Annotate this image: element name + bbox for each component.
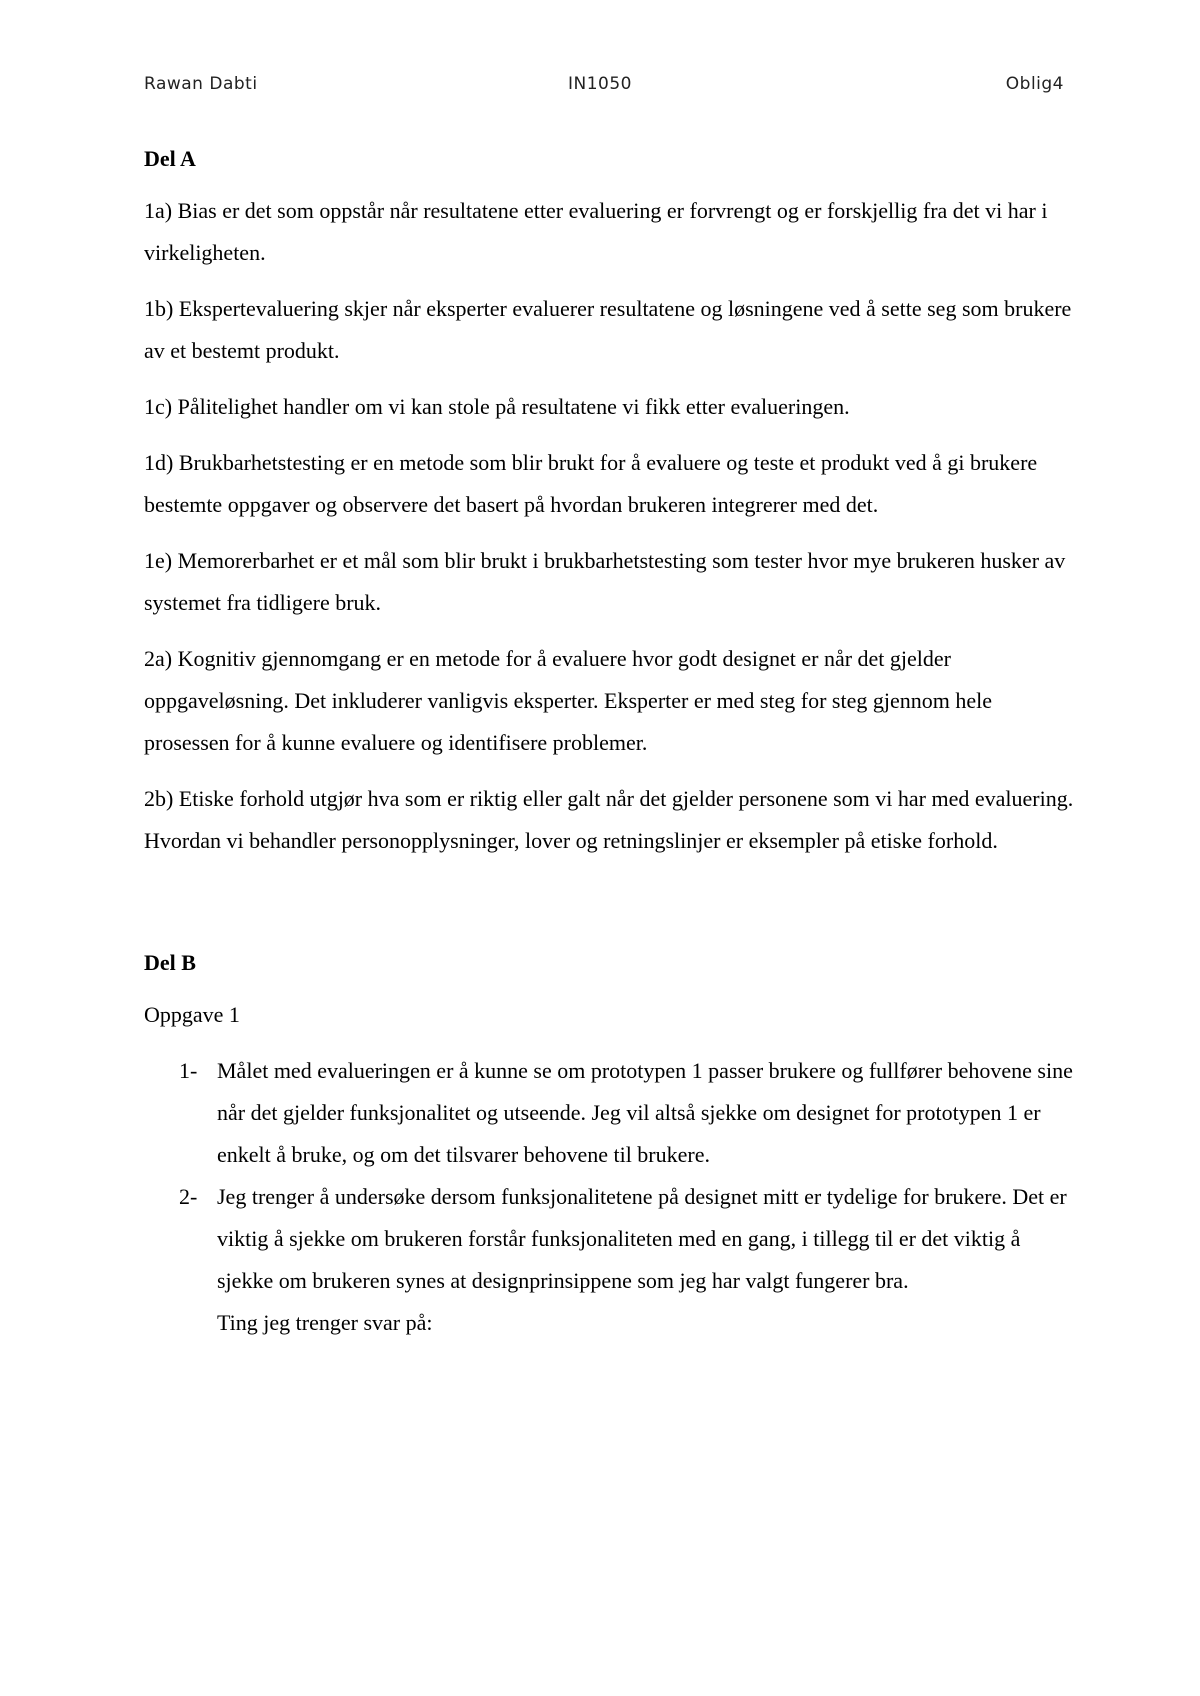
header-author: Rawan Dabti [144, 74, 258, 94]
document-body [144, 142, 1079, 1344]
paragraph-2a: 2a) Kognitiv gjennomgang er en metode for å evaluere hvor godt designet er når det gjelder oppgaveløsning. Det inkluderer vanligvis eksperter. Eksperter er med steg for steg gjennom hele prosessen for å kunne evaluere og identifisere problemer. [144, 646, 992, 755]
paragraph-1c: 1c) Pålitelighet handler om vi kan stole på resultatene vi fikk etter evalueringen. [144, 394, 850, 419]
list-item-extra: Ting jeg trenger svar på: [217, 1310, 433, 1335]
part-a-title: Del A [144, 146, 196, 171]
paragraph-1d: 1d) Brukbarhetstesting er en metode som blir brukt for å evaluere og teste et produkt ved å gi brukere bestemte oppgaver og observere det basert på hvordan brukeren integrerer med det. [144, 450, 1038, 517]
list-item-text: Målet med evalueringen er å kunne se om prototypen 1 passer brukere og fullfører behovene sine når det gjelder funksjonalitet og utseende. Jeg vil altså sjekke om designet for prototypen 1 er enkelt å bruke, og om det tilsvarer behovene til brukere. [217, 1058, 1073, 1167]
part-b-subtitle: Oppgave 1 [144, 1002, 240, 1027]
paragraph-1b: 1b) Ekspertevaluering skjer når eksperter evaluerer resultatene og løsningene ved å sette seg som brukere av et bestemt produkt. [144, 296, 1072, 363]
list-item-number: 1- [179, 1058, 198, 1083]
list-item [144, 1176, 1079, 1344]
header-course: IN1050 [568, 74, 632, 94]
list-item-number: 2- [179, 1184, 198, 1209]
header-assignment: Oblig4 [1005, 74, 1064, 94]
paragraph-2b: 2b) Etiske forhold utgjør hva som er riktig eller galt når det gjelder personene som vi har med evaluering. Hvordan vi behandler personopplysninger, lover og retningslinjer er eksempler på etiske forhold. [144, 786, 1074, 853]
task-list [144, 1050, 1079, 1344]
paragraph-1e: 1e) Memorerbarhet er et mål som blir brukt i brukbarhetstesting som tester hvor mye brukeren husker av systemet fra tidligere bruk. [144, 548, 1066, 615]
part-b-title: Del B [144, 950, 196, 975]
list-item-text: Jeg trenger å undersøke dersom funksjonalitetene på designet mitt er tydelige for brukere. Det er viktig å sjekke om brukeren forstår funksjonaliteten med en gang, i tillegg til er det viktig å sjekke om brukeren synes at designprinsippene som jeg har valgt fungerer bra. [217, 1184, 1067, 1293]
list-item [144, 1050, 1079, 1176]
section-spacer [144, 876, 1079, 946]
paragraph-1a: 1a) Bias er det som oppstår når resultatene etter evaluering er forvrengt og er forskjellig fra det vi har i virkeligheten. [144, 198, 1048, 265]
